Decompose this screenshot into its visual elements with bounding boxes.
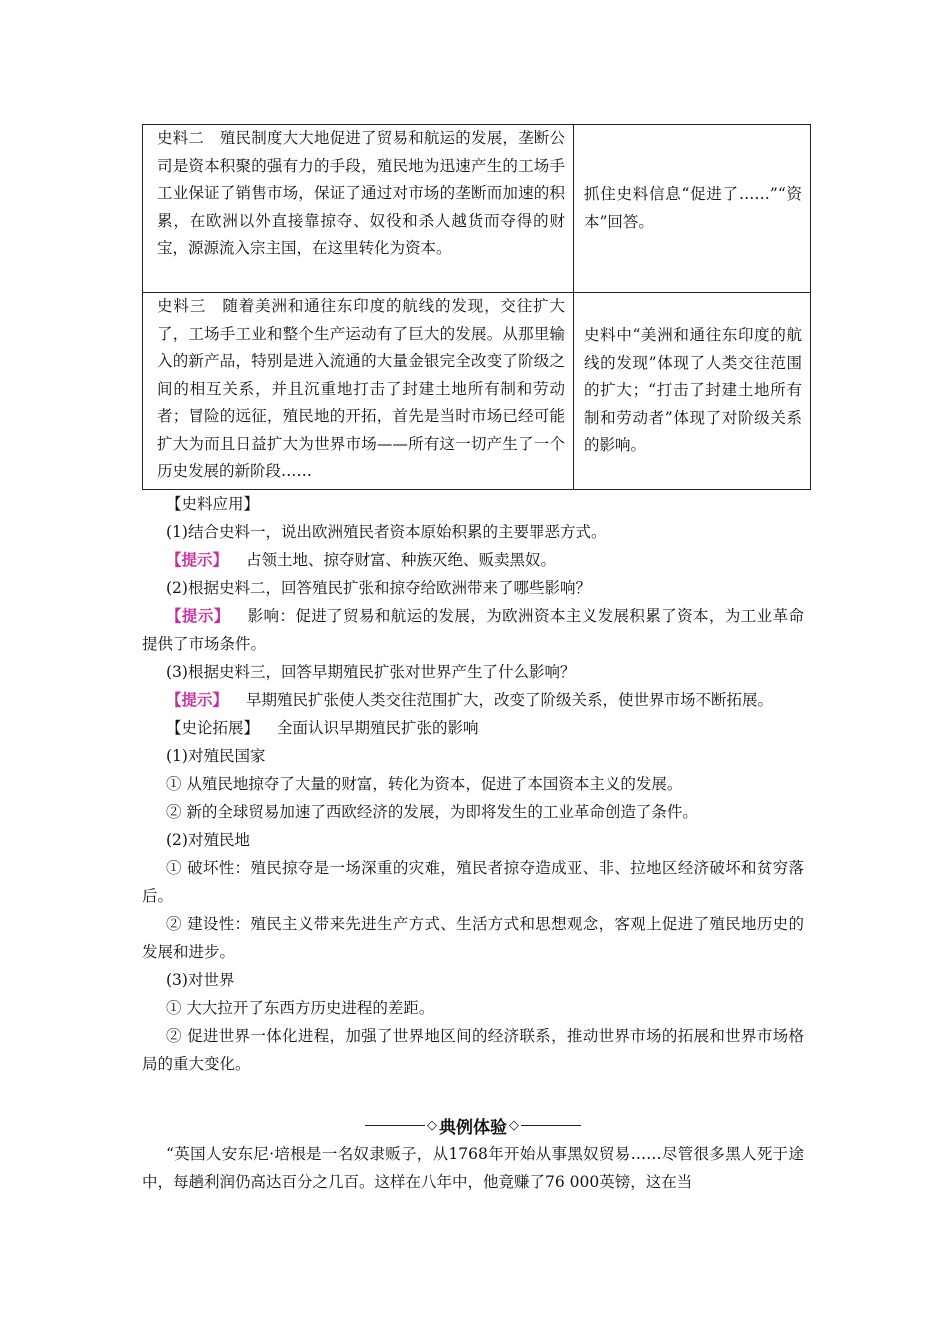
answer-text: 影响：促进了贸易和航运的发展，为欧洲资本主义发展积累了资本，为工业革命提供了市场条件。 [142, 607, 804, 653]
question: (1)结合史料一，说出欧洲殖民者资本原始积累的主要罪恶方式。 [166, 523, 607, 541]
answer [142, 546, 804, 574]
list-item: ② 促进世界一体化进程，加强了世界地区间的经济联系，推动世界市场的拓展和世界市场格局的重大变化。 [142, 1027, 804, 1073]
tip-label: 【提示】 [166, 690, 229, 709]
answer [142, 686, 804, 714]
subheading: (2)对殖民地 [166, 831, 250, 849]
list-item: ① 大大拉开了东西方历史进程的差距。 [166, 999, 435, 1017]
example-title: 典例体验 [439, 1117, 507, 1138]
question: (3)根据史料三，回答早期殖民扩张对世界产生了什么影响？ [166, 663, 576, 681]
subheading: (1)对殖民国家 [166, 747, 266, 765]
divider-line [365, 1125, 425, 1126]
heading-title: 全面认识早期殖民扩张的影响 [277, 719, 479, 737]
hint-cell: 史料中“美洲和通往东印度的航线的发现”体现了人类交往范围的扩大；“打击了封建土地所有制和劳动者”体现了对阶级关系的影响。 [574, 293, 811, 490]
table-row [143, 293, 811, 490]
section-heading: 【史料应用】 [166, 495, 260, 513]
list-item: ② 建设性：殖民主义带来先进生产方式、生活方式和思想观念，客观上促进了殖民地历史的发展和进步。 [142, 915, 804, 961]
application-section [142, 490, 804, 714]
section-heading [142, 714, 804, 742]
document-page [142, 124, 804, 1196]
tip-label: 【提示】 [166, 606, 230, 625]
tip-label: 【提示】 [166, 550, 229, 569]
heading-label: 【史论拓展】 [166, 719, 260, 737]
source-cell: 史料三 随着美洲和通往东印度的航线的发现，交往扩大了，工场手工业和整个生产运动有了巨大的发展。从那里输入的新产品，特别是进入流通的大量金银完全改变了阶级之间的相互关系，并且沉重地打击了封建土地所有制和劳动者；冒险的远征，殖民地的开拓，首先是当时市场已经可能扩大为而且日益扩大为世界市场——所有这一切产生了一个历史发展的新阶段…… [143, 293, 574, 490]
list-item: ② 新的全球贸易加速了西欧经济的发展，为即将发生的工业革命创造了条件。 [166, 803, 698, 821]
list-item: ① 破坏性：殖民掠夺是一场深重的灾难，殖民者掠夺造成亚、非、拉地区经济破坏和贫穷落后。 [142, 859, 804, 905]
diamond-icon: ◇ [427, 1117, 437, 1133]
answer-text: 早期殖民扩张使人类交往范围扩大，改变了阶级关系，使世界市场不断拓展。 [246, 691, 774, 709]
table-row [143, 125, 811, 293]
extension-section [142, 714, 804, 1078]
source-cell: 史料二 殖民制度大大地促进了贸易和航运的发展，垄断公司是资本积聚的强有力的手段，殖民地为迅速产生的工场手工业保证了销售市场，保证了通过对市场的垄断而加速的积累，在欧洲以外直接靠掠夺、奴役和杀人越货而夺得的财宝，源源流入宗主国，在这里转化为资本。 [143, 125, 574, 293]
answer-text: 占领土地、掠夺财富、种族灭绝、贩卖黑奴。 [246, 551, 557, 569]
example-text: “英国人安东尼·培根是一名奴隶贩子，从1768年开始从事黑奴贸易……尽管很多黑人死于途中，每趟利润仍高达百分之几百。这样在八年中，他竟赚了76 000英镑，这在当 [142, 1145, 804, 1191]
question: (2)根据史料二，回答殖民扩张和掠夺给欧洲带来了哪些影响？ [166, 579, 591, 597]
example-divider [142, 1110, 804, 1140]
list-item: ① 从殖民地掠夺了大量的财富，转化为资本，促进了本国资本主义的发展。 [166, 775, 683, 793]
hint-cell: 抓住史料信息“促进了……”“资本”回答。 [574, 125, 811, 293]
answer [142, 602, 804, 658]
diamond-icon: ◇ [509, 1117, 519, 1133]
divider-line [521, 1125, 581, 1126]
subheading: (3)对世界 [166, 971, 235, 989]
source-table [142, 124, 811, 490]
